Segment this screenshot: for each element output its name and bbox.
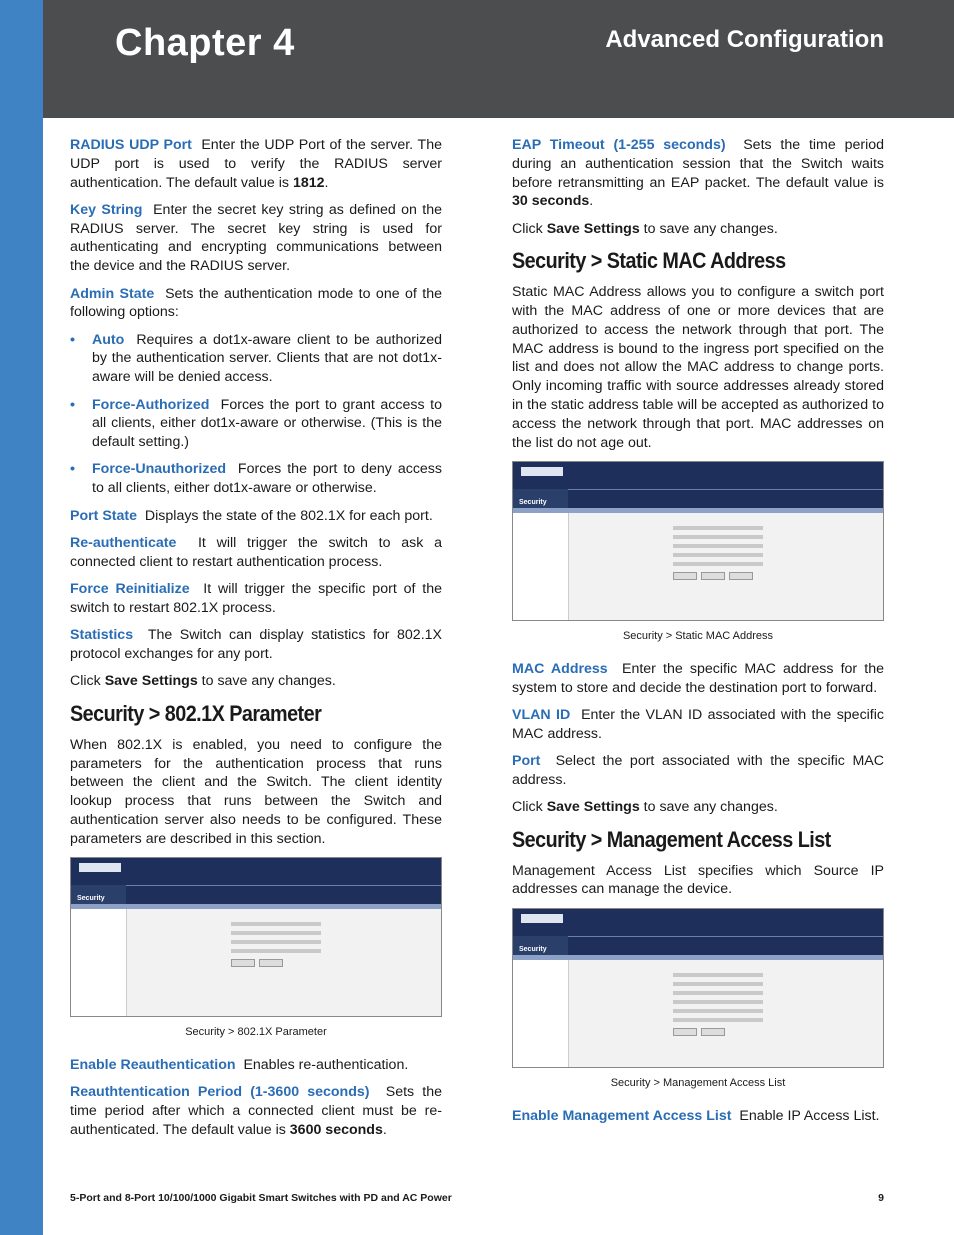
term: Port [512, 752, 541, 769]
text: Sets the authentication mode to one of the following options: [70, 285, 442, 321]
paragraph [70, 201, 442, 276]
term: Enable Management Access List [512, 1107, 732, 1124]
screenshot-nav-label: Security [71, 885, 126, 904]
term: Statistics [70, 627, 134, 644]
form-buttons [673, 1028, 823, 1036]
screenshot-nav [513, 489, 883, 508]
text: Click [70, 673, 105, 690]
form-row [673, 535, 763, 539]
screenshot-image [512, 461, 884, 621]
screenshot-header [513, 909, 883, 936]
page-header [43, 0, 954, 118]
linksys-logo-icon [79, 863, 121, 872]
right-column [512, 136, 884, 1134]
term: Re-authenticate [70, 534, 177, 551]
form-row [673, 1018, 763, 1022]
bullet-icon: • [70, 461, 75, 478]
form-row [673, 562, 763, 566]
bold-value: 30 seconds [512, 193, 590, 210]
text: . [324, 174, 329, 191]
section-heading: Security > 802.1X Parameter [70, 700, 322, 726]
bold-value: Save Settings [546, 799, 640, 816]
text: Click [512, 799, 547, 816]
figure-caption: Security > 802.1X Parameter [185, 1026, 327, 1038]
form-row [673, 1009, 763, 1013]
term: Enable Reauthentication [70, 1056, 236, 1073]
form-row [673, 553, 763, 557]
text: Enter the specific MAC address for the system to store and decide the destination port to forward. [512, 660, 885, 696]
text: to save any changes. [197, 673, 336, 690]
section-title: Advanced Configuration [605, 26, 884, 53]
text: Displays the state of the 802.1X for each port. [144, 507, 433, 524]
screenshot-form [673, 973, 823, 1036]
text: Enter the secret key string as defined on the RADIUS server. The secret key string is used for authenticating and encrypting communications between the device and the RADIUS server. [70, 201, 443, 275]
bold-value: Save Settings [104, 673, 198, 690]
text: Enter the VLAN ID associated with the specific MAC address. [512, 706, 884, 742]
term: Force-Unauthorized [92, 461, 226, 478]
screenshot-form [231, 922, 381, 967]
screenshot-nav-label: Security [513, 936, 568, 955]
form-row [673, 544, 763, 548]
term: VLAN ID [512, 706, 571, 723]
paragraph [512, 1107, 884, 1126]
paragraph [70, 1056, 442, 1075]
paragraph [512, 220, 884, 239]
screenshot-image [512, 908, 884, 1068]
form-row [673, 1000, 763, 1004]
term: Port State [70, 507, 138, 524]
paragraph [70, 136, 442, 192]
form-row [231, 922, 321, 926]
term: EAP Timeout (1-255 seconds) [512, 137, 726, 153]
figure-caption: Security > Management Access List [610, 1076, 786, 1089]
page-number: 9 [878, 1192, 884, 1204]
bold-value: 3600 seconds [289, 1121, 383, 1138]
screenshot-nav-label: Security [513, 489, 568, 508]
figure [70, 857, 442, 1042]
footer-text: 5-Port and 8-Port 10/100/1000 Gigabit Smart Switches with PD and AC Power [70, 1192, 452, 1204]
text: Requires a dot1x-aware client to be authorized by the authentication server. Clients that are not dot1x-aware will be denied access. [92, 331, 442, 386]
bullet-item [70, 396, 442, 452]
bullet-icon: • [70, 396, 75, 413]
sidebar-stripe [0, 0, 43, 1235]
paragraph [512, 706, 884, 744]
term: Admin State [70, 285, 155, 302]
screenshot-side [71, 909, 127, 1016]
section-heading: Security > Management Access List [512, 826, 831, 852]
paragraph [70, 507, 442, 526]
text: Forces the port to deny access to all clients, either dot1x-aware or otherwise. [92, 461, 442, 497]
paragraph [70, 1083, 442, 1139]
screenshot-nav [513, 936, 883, 955]
form-row [673, 991, 763, 995]
screenshot-form [673, 526, 823, 580]
form-buttons [673, 572, 823, 580]
paragraph: Static MAC Address allows you to configure a switch port with the MAC address of one or more devices that are authorized to access the network through that port. The MAC address is bound to the ingress port specified on the list and does not allow the MAC address to change ports. Only incoming traffic with source addresses already stored in the static address table will be accepted as authorized to access the network through that port. MAC addresses on the list do not age out. [512, 284, 884, 451]
text: . [589, 193, 594, 210]
section-heading: Security > Static MAC Address [512, 248, 786, 274]
button-shape [729, 572, 753, 580]
nav-bar [126, 885, 441, 904]
form-row [673, 982, 763, 986]
text: Sets the time period after which a connected client must be re-authenticated. The default value is [70, 1084, 442, 1138]
button-shape [673, 1028, 697, 1036]
text: The Switch can display statistics for 802.1X protocol exchanges for any port. [70, 627, 442, 662]
term: MAC Address [512, 660, 608, 677]
form-buttons [231, 959, 381, 967]
text: . [382, 1121, 387, 1138]
term: RADIUS UDP Port [70, 137, 192, 153]
paragraph [70, 580, 442, 618]
term: Key String [70, 201, 143, 218]
form-row [231, 931, 321, 935]
figure-caption: Security > Static MAC Address [622, 629, 774, 642]
form-row [231, 949, 321, 953]
paragraph: When 802.1X is enabled, you need to configure the parameters for the authentication process that runs between the client and the Switch. The client identity lookup process that runs between the Switch and authentication server also needs to be configured. These parameters are described in this section. [70, 736, 442, 847]
button-shape [673, 572, 697, 580]
text: to save any changes. [639, 220, 778, 237]
text: Enables re-authentication. [243, 1056, 409, 1073]
term: Force-Authorized [92, 396, 210, 413]
linksys-logo-icon [521, 914, 563, 923]
paragraph [512, 752, 884, 790]
paragraph [512, 660, 884, 698]
button-shape [701, 1028, 725, 1036]
button-shape [259, 959, 283, 967]
nav-bar [568, 936, 883, 955]
term: Reauthtentication Period (1-3600 seconds) [70, 1084, 370, 1101]
button-shape [231, 959, 255, 967]
term: Force Reinitialize [70, 580, 190, 597]
text: Select the port associated with the specific MAC address. [512, 752, 884, 788]
text: to save any changes. [639, 799, 778, 816]
form-row [673, 526, 763, 530]
paragraph [70, 672, 442, 691]
text: It will trigger the specific port of the switch to restart 802.1X process. [70, 580, 442, 616]
form-row [231, 940, 321, 944]
screenshot-image [70, 857, 442, 1017]
nav-bar [568, 489, 883, 508]
bullet-icon: • [70, 331, 75, 348]
screenshot-side [513, 960, 569, 1067]
left-column [70, 136, 442, 1148]
paragraph [70, 534, 442, 572]
chapter-title: Chapter 4 [115, 22, 295, 64]
figure [512, 461, 884, 646]
paragraph [70, 626, 442, 664]
term: Auto [92, 331, 125, 348]
screenshot-header [71, 858, 441, 885]
text: Enter the UDP Port of the server. The UDP port is used to verify the RADIUS server authentication. The default value is [70, 137, 442, 191]
paragraph [70, 285, 442, 323]
paragraph [512, 798, 884, 817]
text: Click [512, 220, 547, 237]
bullet-item [70, 460, 442, 498]
button-shape [701, 572, 725, 580]
bold-value: 1812 [292, 174, 325, 191]
screenshot-header [513, 462, 883, 489]
text: Sets the time period during an authentication session that the Switch waits before retransmitting an EAP packet. The default value is [512, 137, 885, 191]
text: Enable IP Access List. [739, 1107, 880, 1124]
form-row [673, 973, 763, 977]
paragraph [512, 136, 884, 211]
screenshot-nav [71, 885, 441, 904]
text: It will trigger the switch to ask a connected client to restart authentication process. [70, 534, 442, 570]
text: Forces the port to grant access to all clients, either dot1x-aware or otherwise. (This is the default setting.) [92, 396, 442, 451]
bold-value: Save Settings [546, 220, 640, 237]
bullet-item [70, 331, 442, 387]
linksys-logo-icon [521, 467, 563, 476]
paragraph: Management Access List specifies which Source IP addresses can manage the device. [512, 862, 884, 898]
figure [512, 908, 884, 1093]
screenshot-side [513, 513, 569, 620]
